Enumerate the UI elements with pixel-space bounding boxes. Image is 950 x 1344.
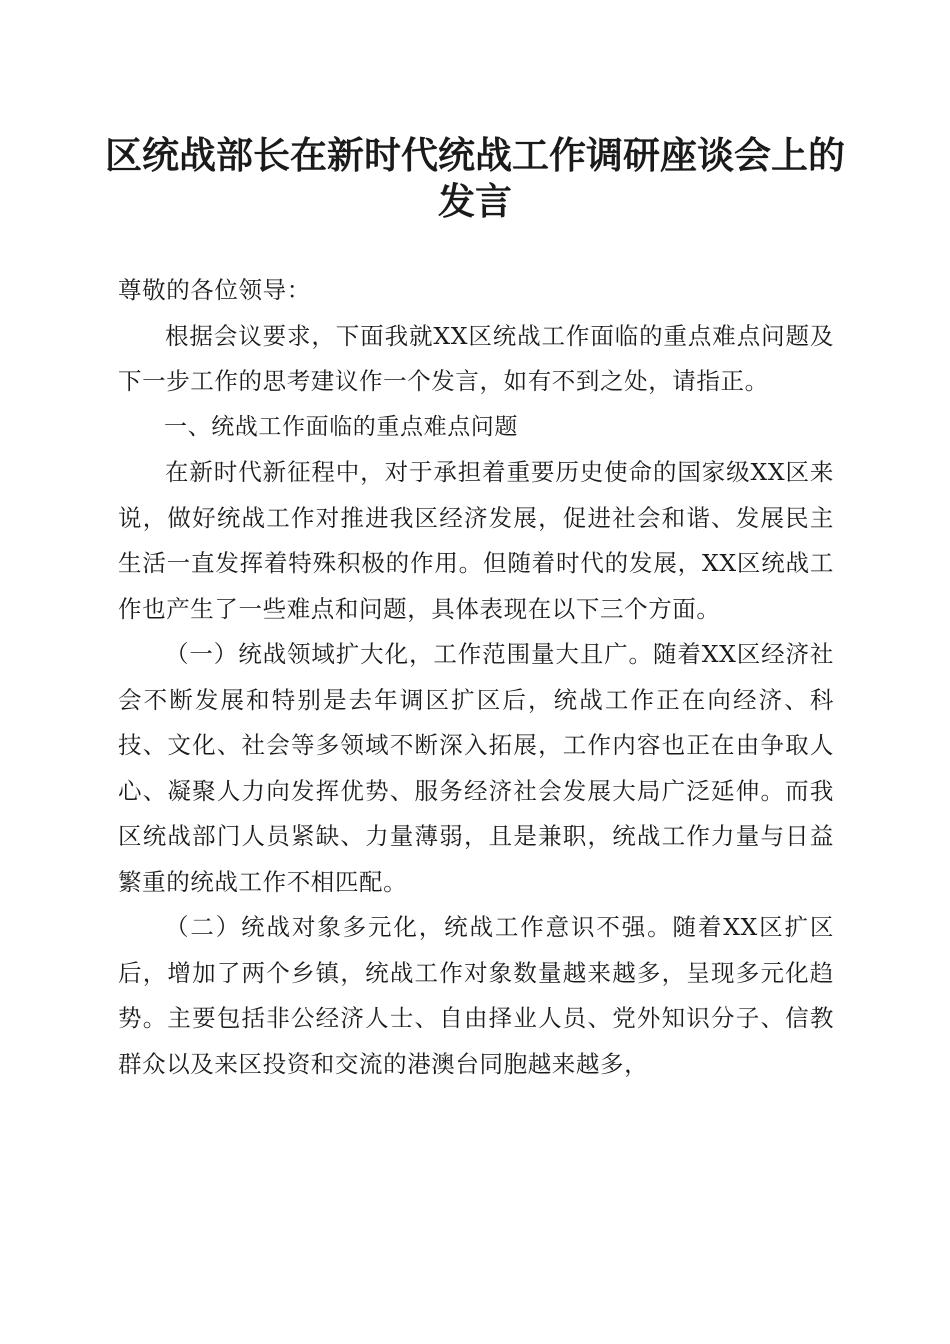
section-1-intro-paragraph: 在新时代新征程中，对于承担着重要历史使命的国家级XX区来说，做好统战工作对推进我区经济发展，促进社会和谐、发展民主生活一直发挥着特殊积极的作用。但随着时代的发展，XX区统战工作也产生了一些难点和问题，具体表现在以下三个方面。 — [118, 458, 834, 623]
document-body — [118, 268, 834, 1087]
point-2-paragraph: （二）统战对象多元化，统战工作意识不强。随着XX区扩区后，增加了两个乡镇，统战工作对象数量越来越多，呈现多元化趋势。主要包括非公经济人士、自由择业人员、党外知识分子、信教群众以及来区投资和交流的港澳台同胞越来越多， — [118, 913, 834, 1078]
intro-paragraph: 根据会议要求，下面我就XX区统战工作面临的重点难点问题及下一步工作的思考建议作一个发言，如有不到之处，请指正。 — [118, 321, 834, 395]
section-heading-1: 一、统战工作面临的重点难点问题 — [164, 413, 518, 440]
salutation: 尊敬的各位领导： — [118, 276, 311, 304]
point-1-paragraph: （一）统战领域扩大化，工作范围量大且广。随着XX区经济社会不断发展和特别是去年调区扩区后，统战工作正在向经济、科技、文化、社会等多领域不断深入拓展，工作内容也正在由争取人心、凝聚人力向发挥优势、服务经济社会发展大局广泛延伸。而我区统战部门人员紧缺、力量薄弱，且是兼职，统战工作力量与日益繁重的统战工作不相匹配。 — [118, 640, 834, 896]
document-title: 区统战部长在新时代统战工作调研座谈会上的发言 — [105, 133, 845, 223]
